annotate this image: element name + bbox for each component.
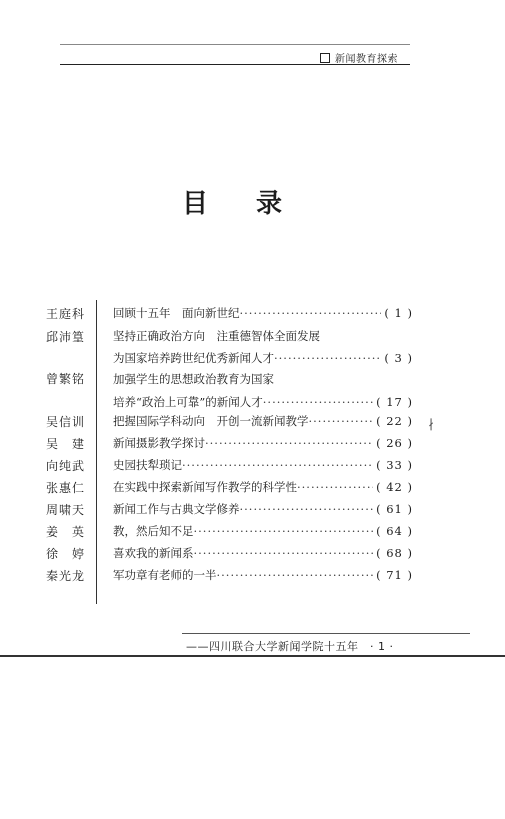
toc-item[interactable]	[113, 370, 413, 388]
author-name: 姜 英	[46, 525, 86, 539]
toc-item[interactable]	[113, 349, 413, 367]
author-name: 周啸天	[46, 503, 86, 517]
toc-item-title: 培养“政治上可靠”的新闻人才	[113, 395, 263, 409]
toc-item-title: 军功章有老师的一半	[113, 568, 217, 582]
toc-item-title: 回顾十五年 面向新世纪	[113, 306, 240, 320]
author-name: 张惠仁	[46, 481, 86, 495]
toc-item-title: 为国家培养跨世纪优秀新闻人才	[113, 351, 274, 365]
author-name: 曾繁铭	[46, 372, 86, 386]
toc-item-page: ( 26 )	[376, 436, 413, 450]
author-name: 吴 建	[46, 437, 86, 451]
running-head	[320, 50, 398, 65]
toc-item[interactable]	[113, 434, 413, 452]
toc-item-title: 教，然后知不足	[113, 524, 194, 538]
toc-item[interactable]	[113, 544, 413, 562]
author-name: 向纯武	[46, 459, 86, 473]
bottom-rule	[0, 655, 505, 657]
top-rule-thin	[60, 44, 410, 45]
toc-item-title: 史园扶犁琐记	[113, 458, 182, 472]
square-icon	[320, 53, 330, 63]
toc-item[interactable]	[113, 304, 413, 322]
toc-item[interactable]	[113, 478, 413, 496]
leader-dots	[297, 478, 373, 496]
toc-item-page: ( 1 )	[384, 306, 413, 320]
toc-item[interactable]	[113, 522, 413, 540]
leader-dots	[182, 456, 373, 474]
toc-item-page: ( 22 )	[376, 414, 413, 428]
footer-rule	[182, 633, 470, 634]
page-title-char-2: 录	[256, 189, 283, 219]
toc-item[interactable]	[113, 456, 413, 474]
leader-dots	[240, 500, 374, 518]
toc-item-page: ( 3 )	[384, 351, 413, 365]
page-title	[182, 183, 282, 220]
toc-item-title: 喜欢我的新闻系	[113, 546, 194, 560]
author-name: 秦光龙	[46, 569, 86, 583]
toc-item[interactable]	[113, 327, 413, 345]
toc-item[interactable]	[113, 393, 413, 411]
leader-dots	[205, 434, 373, 452]
toc-item-page: ( 17 )	[376, 395, 413, 409]
margin-mark: ∤	[428, 418, 435, 433]
toc-item-title: 加强学生的思想政治教育为国家	[113, 372, 274, 386]
toc-item[interactable]	[113, 566, 413, 584]
toc-item-page: ( 33 )	[376, 458, 413, 472]
toc-item-title: 在实践中探索新闻写作教学的科学性	[113, 480, 297, 494]
leader-dots	[217, 566, 374, 584]
toc-item-title: 新闻工作与古典文学修养	[113, 502, 240, 516]
toc-item-page: ( 61 )	[376, 502, 413, 516]
running-head-text: 新闻教育探索	[335, 54, 398, 65]
toc-item-page: ( 64 )	[376, 524, 413, 538]
toc-item-page: ( 68 )	[376, 546, 413, 560]
author-name: 徐 婷	[46, 547, 86, 561]
toc-item-page: ( 42 )	[376, 480, 413, 494]
toc-item-page: ( 71 )	[376, 568, 413, 582]
leader-dots	[309, 412, 374, 430]
column-divider	[96, 300, 97, 604]
page-footer: ——四川联合大学新闻学院十五年 · 1 ·	[186, 640, 394, 653]
leader-dots	[240, 304, 382, 322]
page-title-char-1: 目	[182, 189, 209, 219]
leader-dots	[194, 544, 374, 562]
toc-item-title: 新闻摄影教学探讨	[113, 436, 205, 450]
toc-item-title: 坚持正确政治方向 注重德智体全面发展	[113, 329, 320, 343]
author-name: 邱沛篁	[46, 330, 86, 344]
author-name: 王庭科	[46, 307, 86, 321]
leader-dots	[194, 522, 374, 540]
leader-dots	[274, 349, 381, 367]
toc-item[interactable]	[113, 412, 413, 430]
toc-item-title: 把握国际学科动向 开创一流新闻教学	[113, 414, 309, 428]
author-name: 吴信训	[46, 415, 86, 429]
toc-item[interactable]	[113, 500, 413, 518]
leader-dots	[263, 393, 373, 411]
